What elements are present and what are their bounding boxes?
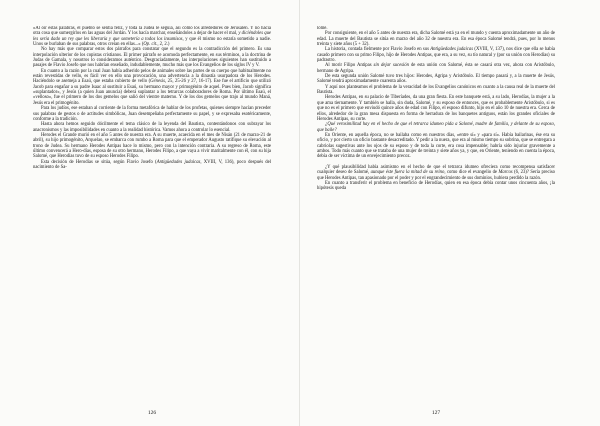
text-run: Herodes Antipas, en su palacio de Tiberíades, da una gran fiesta. En este banquete está, a su lado, Herodías, la mujer a la que ama tiernamente. Y también se halla, sin duda, Salomé, y su esposo de entonces, que es probablemente Aristóbulo, si es que no es el primero que enviudó quince años de edad con Filipo, el esposo difunto, hijo en el año 10 de nuestra era. Cerca de ellos, alrededor de la gran mesa dispuesta en forma de herradura de los banquetes antiguos, están los grandes oficiales de Herodes Antipas, su corte. bbox=[317, 95, 555, 122]
text-run: , 2, 2.) bbox=[157, 42, 170, 48]
text-run: Y aquí nos planteamos el problema de la veracidad de los Evangelios canónicos en cuanto a la causa real de la muerte del Bautista. bbox=[317, 84, 555, 96]
italic-text: ¿Qué verosimilitud hay en el hecho de que el tetrarca idumeo pida a Salomé, madre de familia, y delante de su esposo, que baile? bbox=[317, 122, 555, 133]
text-run: En cuanto a la razón por la cual Juan había adherido pelos de animales sobre las partes de su cuerpo que habitualmente no están revestidas de vello, es fácil ver en ello una provocación, una advertencia a la dinastía usurpadora de los Herodes. Haciéndolo se asemeja a Esaú, que estaba cubierto de vello ( bbox=[33, 68, 271, 85]
text-run: La historia, contada fielmente por Flavio Josefo en sus bbox=[325, 47, 431, 53]
paragraph bbox=[33, 160, 271, 171]
text-run: No hay más que comparar estos dos párrafos para constatar que el segundo es la contradicción del primero. Es una interpolación ulterior de los copistas cristianos. El primer párrafo se acomoda perfectamente, en sus términos, a la doctrina de Judas de Gamala, y nosotros lo consideramos auténtico. Desgraciadamente, las interpolaciones siguientes han sustituido a pasajes de Flavio Josefo que nos habrían enseñado, indudablemente, mucho más que los Evangelios de los siglos IV y V. bbox=[33, 47, 271, 69]
text-run: (6, 23)? Sería preciso que Herodes Antipas, tan apasionado por el poder y por el engrandecimiento de sus dominios, hubiera perdido la razón. bbox=[317, 170, 555, 181]
italic-text: Op. cit. bbox=[143, 42, 158, 48]
text-run: , XVIII, V, 136), poco después del nacimiento de Sa- bbox=[33, 159, 271, 170]
text-run: , y que él mismo no estaría sometido a nadie. Unos se burlaban de sus palabras, otros creían en ellas...» ( bbox=[33, 36, 271, 48]
paragraph bbox=[317, 31, 555, 47]
italic-text: aunque éste fuera la mitad de su reino bbox=[370, 170, 445, 176]
right-page bbox=[317, 26, 555, 414]
text-run: , como dice el evangelio de bbox=[444, 170, 499, 176]
text-run: Por consiguiente, en el año 5 antes de nuestra era, dicha Salomé está ya en el mundo y cuenta aproximadamente un año de edad. La muerte del Bautista se sitúa en marzo del año 32 de nuestra era. En esa época Salomé tendrá, pues, por lo menos treinta y siete años (5 + 32). bbox=[317, 31, 555, 48]
page-number: 127 bbox=[431, 410, 441, 416]
text-run: Esta decisión de Herodías se sitúa, según Flavio Josefo ( bbox=[41, 159, 157, 165]
paragraph bbox=[317, 63, 555, 74]
paragraph bbox=[317, 95, 555, 122]
paragraph bbox=[33, 26, 271, 47]
text-run: Hasta ahora hemos seguido dócilmente el tema clásico de la leyenda del Bautista, contentándonos con subrayar los anacronismos y las imposibilidades en cuanto a la realidad histórica. Vamos ahora a controlar lo esencial. bbox=[33, 122, 271, 133]
text-run: Para los judíos, ese estaban al corriente de la forma metafórica de hablar de los profetas, quienes siempre hacían preceder sus palabras de gestos o de actitudes simbólicas, Juan desempeñaba perfectamente su papel, y se expresaba esotéricamente, conforme a la tradición. bbox=[33, 106, 271, 122]
paragraph bbox=[317, 181, 555, 192]
paragraph bbox=[317, 122, 555, 133]
paragraph bbox=[33, 106, 271, 122]
paragraph bbox=[317, 165, 555, 181]
italic-text: Antigüedades judaicas bbox=[156, 159, 201, 165]
text-run: En cuanto a transferir el problema en beneficio de Herodías, quien en esa época debía contar unos cincuenta años, ¡la hipótesis queda bbox=[317, 180, 555, 192]
text-run: En Oriente, en aquella época, no se bailaba como en nuestros días, «entre sí» y «para sí». Había bailarinas, ése era su oficio, y por cierto un oficio bastante desacreditado. Y pedir a la nuera, que era al mismo tiempo su sobrina, que se entregara a cabriolas sugestivas ante los ojos de su esposo y de toda la corte, era cosa impensable; habría sido injuriar gravemente a ambos. Todo más cuanto que se trataba de una mujer de treinta y siete años ya, y que, en Oriente, teniendo en cuenta la época, debía de ser víctima de un envejecimiento precoz. bbox=[317, 132, 555, 160]
text-run: (XVIII, V, 137), nos dice que ella se había casado primero con su primo Filipo, hijo de Herodes Antipas, que era, a su vez, su tío natural y (por su unión con Herodías) su padrastro. bbox=[317, 47, 555, 64]
paragraph bbox=[317, 74, 555, 85]
paragraph bbox=[317, 133, 555, 160]
italic-text: Antigüedades judaicas bbox=[430, 47, 474, 53]
italic-text: sin dejar sucesión bbox=[373, 63, 409, 69]
text-run: , 25, 25-26 y 27, 16-17). Ese fue el artificio que utilizó Jacob para engañar a su padre Isaac al sustituir a Esaú, su hermano mayor y primogénito de aquel. Pues bien, Jacob significa «suplantador», y Jesús (a quien Juan anuncia) deberá suplantar a los tetrarcas colaboradores de Roma. Por último Esaú, el «velloso», fue el primero de los dos gemelos que salió del vientre materno. Y de los dos gemelos que trajo al mundo Maná, Jesús era el primogénito. bbox=[33, 79, 271, 106]
text-run: Al morir Filipo Antipas bbox=[325, 63, 374, 69]
text-run: de esta unión con Salomé, ésta se casará otra vez, ahora con Aristóbulo, hermano de Agripa. bbox=[317, 63, 555, 74]
text-run: lomé. bbox=[317, 26, 328, 31]
page-number: 126 bbox=[147, 410, 157, 416]
right-page-text bbox=[317, 26, 555, 402]
italic-text: Génesis bbox=[150, 79, 165, 85]
paragraph bbox=[33, 69, 271, 106]
text-run: De esta segunda unión Salomé tuvo tres hijos: Herodes, Agripa y Aristóbulo. El tiempo pasará y, a la muerte de Jesús, Salomé tendrá aproximadamente cuarenta años. bbox=[317, 74, 555, 85]
paragraph bbox=[317, 85, 555, 96]
italic-text: Marcos bbox=[498, 170, 513, 176]
paragraph bbox=[317, 47, 555, 63]
paragraph bbox=[33, 133, 271, 160]
text-run: Herodes el Grande murió en el año 5 antes de nuestra era. A su muerte, acaecida en el mes de Nisán (21 de marzo-21 de abril), su hijo primogénito, Arquelao, se embarca con rumbo a Roma para que el emperador Augusto ratifique su elevación al trono de Judea. Su hermano Herodes Antipas hace lo mismo, pero con la intención contraria. A su regreso de Roma, este último convencerá a Hero-días, esposa de su otro hermano, Herodes Filipo, a que vaya a vivir maritalmente con él, con su hija Salomé, que Herodías tuvo de su esposo Herodes Filipo. bbox=[33, 132, 271, 160]
text-run: «Al oír estas palabras, el pueblo se sentía feliz, y toda la Judea le seguía, así como los alrededores de Jerusalén. Y no hacía otra cosa que sumergirlos en las aguas del Jordán. Y los hacía marchar, enseñándoles a dejar de hacer el mal, bbox=[33, 26, 271, 37]
left-page-text bbox=[33, 26, 271, 402]
italic-text: y diciéndoles que les sería dado un rey que les liberaría y que sometería a todos los insumisos bbox=[33, 31, 271, 42]
paragraph bbox=[33, 47, 271, 68]
left-page bbox=[33, 26, 271, 414]
paragraph bbox=[33, 122, 271, 133]
text-run: ¿Y qué plausibilidad había asimismo en el hecho de que el tetrarca idumeo ofreciera como recompensa satisfacer cualquier deseo de Salomé, bbox=[317, 164, 555, 176]
